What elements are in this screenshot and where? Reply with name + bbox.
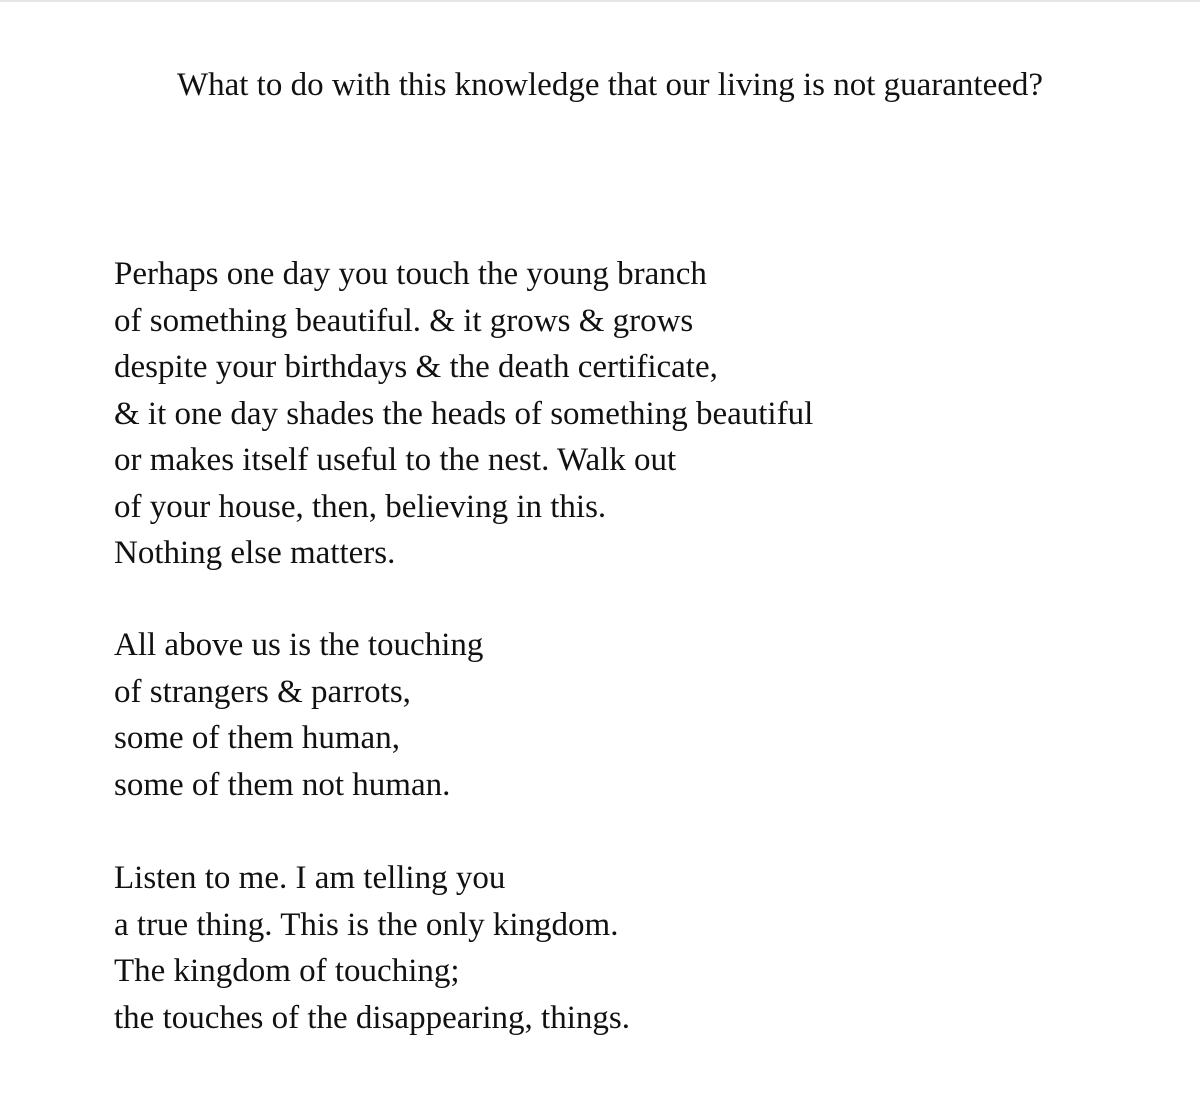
poem-line: despite your birthdays & the death certificate, <box>114 349 718 385</box>
poem-line: of your house, then, believing in this. <box>114 488 607 525</box>
poem-line: Perhaps one day you touch the young branch <box>114 256 707 292</box>
poem-line: a true thing. This is the only kingdom. <box>114 906 619 943</box>
poem-line: & it one day shades the heads of something beautiful <box>114 395 814 432</box>
poem-line: Listen to me. I am telling you <box>114 860 506 896</box>
poem-line: Nothing else matters. <box>114 535 396 571</box>
poem-line: some of them not human. <box>114 766 451 803</box>
stanza-2 <box>114 622 483 808</box>
poem-line: the touches of the disappearing, things. <box>114 999 630 1036</box>
stanza-1 <box>114 251 813 577</box>
poem-line: or makes itself useful to the nest. Walk out <box>114 442 677 478</box>
poem-line: The kingdom of touching; <box>114 953 460 989</box>
poem-title: What to do with this knowledge that our living is not guaranteed? <box>176 67 1044 103</box>
poem-line: some of them human, <box>114 720 400 756</box>
top-divider <box>0 0 1200 2</box>
poem-line: of something beautiful. & it grows & grows <box>114 302 694 339</box>
poem-line: All above us is the touching <box>114 627 484 663</box>
stanza-3 <box>114 855 630 1041</box>
poem-line: of strangers & parrots, <box>114 673 411 710</box>
